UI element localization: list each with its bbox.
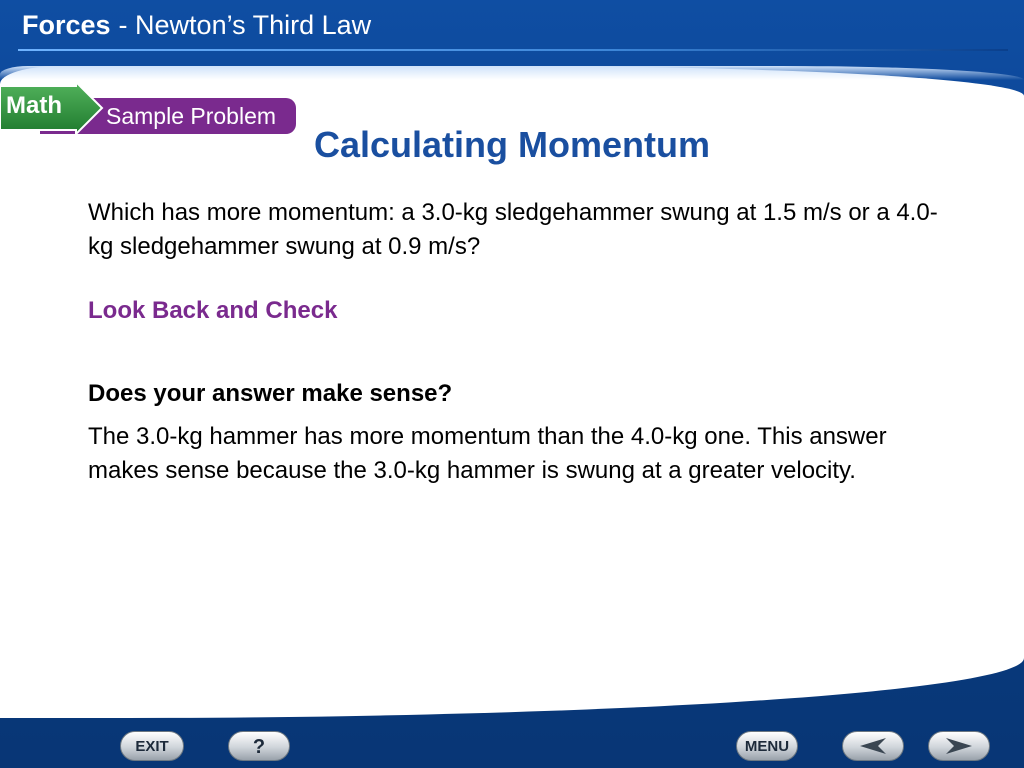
math-arrow bbox=[0, 82, 100, 130]
help-button[interactable]: ? bbox=[228, 731, 290, 761]
sample-problem-label: Sample Problem bbox=[40, 98, 296, 134]
check-question: Does your answer make sense? bbox=[88, 380, 453, 407]
arrow-right-icon bbox=[944, 737, 974, 755]
header-bar bbox=[0, 0, 1024, 60]
chapter-title-main: Forces bbox=[22, 10, 111, 40]
arrow-left-icon bbox=[858, 737, 888, 755]
chapter-title-sub: - Newton’s Third Law bbox=[118, 10, 372, 40]
header-divider bbox=[18, 49, 1008, 51]
menu-button[interactable]: MENU bbox=[736, 731, 798, 761]
exit-button[interactable]: EXIT bbox=[120, 731, 184, 761]
math-label: Math bbox=[6, 92, 62, 119]
next-button[interactable] bbox=[928, 731, 990, 761]
chapter-title bbox=[22, 10, 371, 41]
look-back-heading: Look Back and Check bbox=[88, 297, 338, 324]
previous-button[interactable] bbox=[842, 731, 904, 761]
slide-title: Calculating Momentum bbox=[313, 124, 711, 165]
problem-question: Which has more momentum: a 3.0-kg sledgehammer swung at 1.5 m/s or a 4.0-kg sledgehammer swung at 0.9 m/s? bbox=[88, 199, 938, 260]
answer-text: The 3.0-kg hammer has more momentum than the 4.0-kg one. This answer makes sense because the 3.0-kg hammer is swung at a greater velocity. bbox=[88, 423, 887, 484]
